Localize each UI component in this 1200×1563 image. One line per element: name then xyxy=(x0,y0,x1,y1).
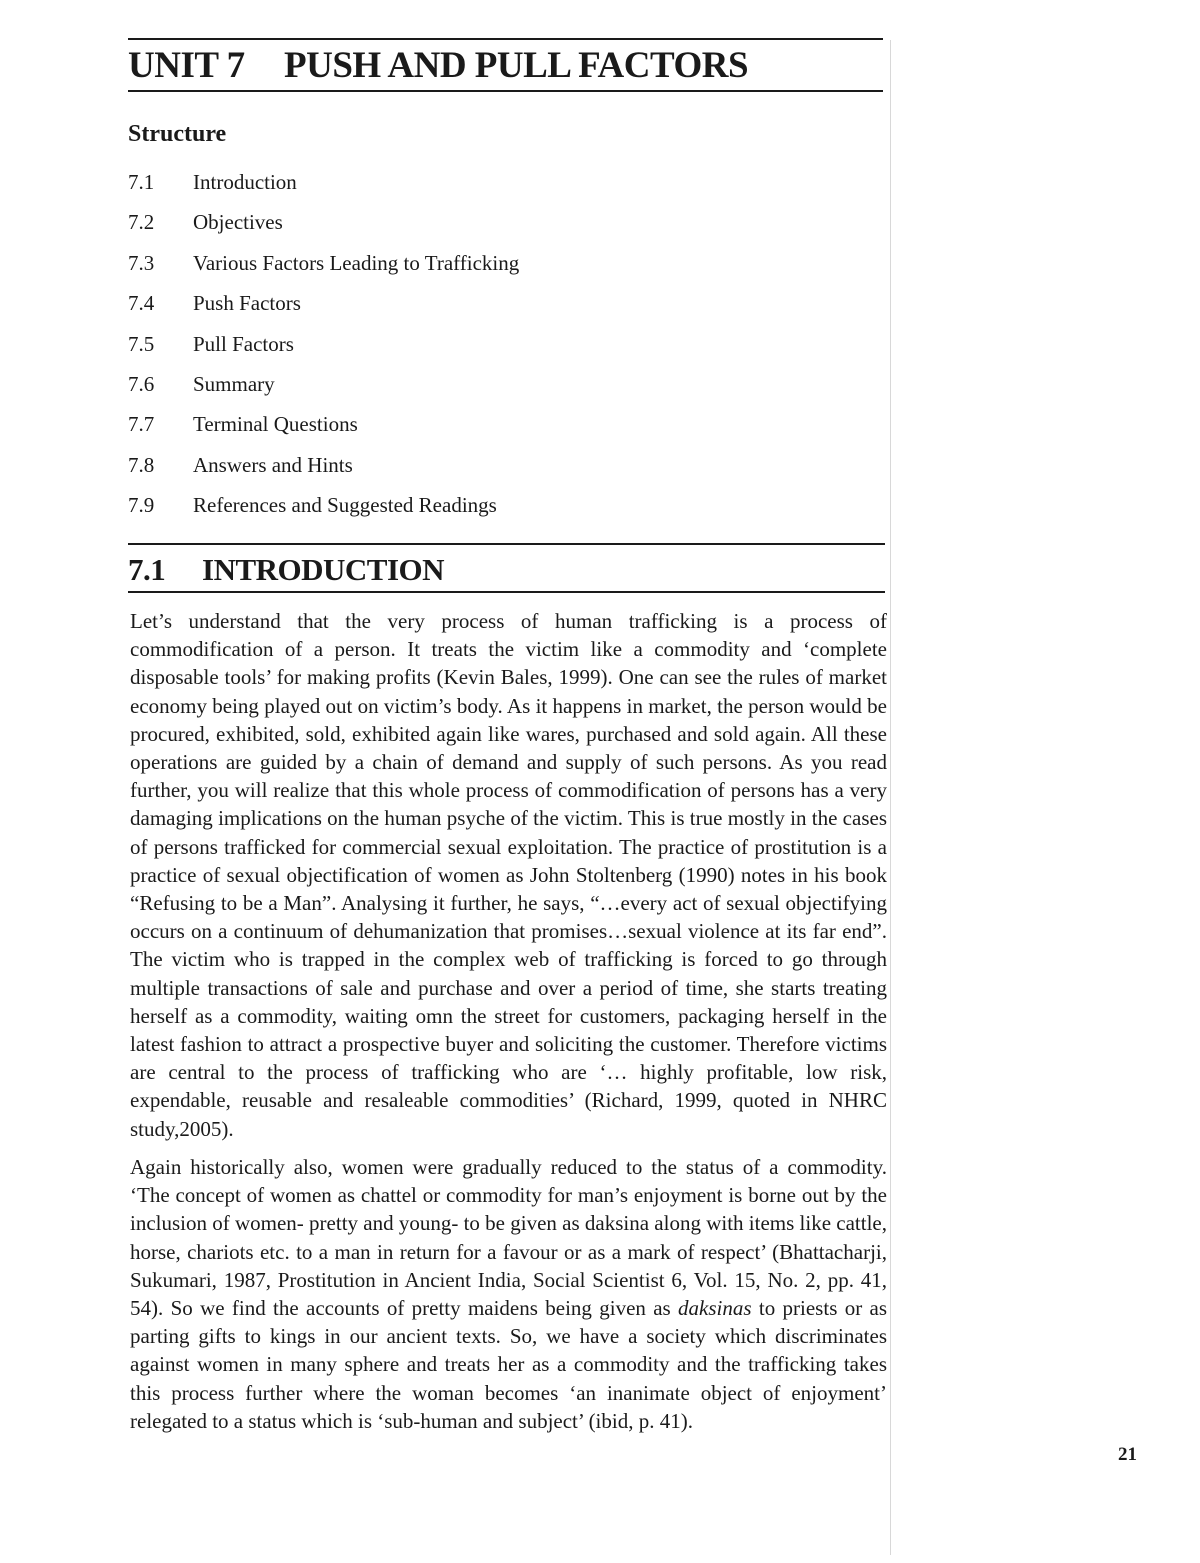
page-number: 21 xyxy=(1118,1444,1137,1465)
structure-item xyxy=(128,248,519,288)
intro-paragraph-1: Let’s understand that the very process of human trafficking is a process of commodification of a person. It treats the victim like a commodity and ‘complete disposable tools’ for making profits (Kevin Bales, 1999). One can see the rules of market economy being played out on victim’s body. As it happens in market, the person would be procured, exhibited, sold, exhibited again like wares, purchased and sold again. All these operations are guided by a chain of demand and supply of such persons. As you read further, you will realize that this whole process of commodification of persons has a very damaging implications on the human psyche of the victim. This is true mostly in the cases of persons trafficked for commercial sexual exploitation. The practice of prostitution is a practice of sexual objectification of women as John Stoltenberg (1990) notes in his book “Refusing to be a Man”. Analysing it further, he says, “…every act of sexual objectifying occurs on a continuum of dehumanization that promises…sexual violence at its far end”. The victim who is trapped in the complex web of trafficking is forced to go through multiple transactions of sale and purchase and over a period of time, she starts treating herself as a commodity, waiting omn the street for customers, packaging herself in the latest fashion to attract a prospective buyer and soliciting the customer. Therefore victims are central to the process of trafficking who are ‘… highly profitable, low risk, expendable, reusable and resaleable commodities’ (Richard, 1999, quoted in NHRC study,2005). xyxy=(130,609,887,1141)
structure-item xyxy=(128,490,519,530)
intro-paragraph-2 xyxy=(130,1153,887,1435)
daksinas-term: daksinas xyxy=(678,1296,752,1321)
structure-item-label: Introduction xyxy=(193,170,297,194)
paragraph-2-text-continued: to priests or as parting gifts to kings in our ancient texts. So, we have a society which discriminates against women in many sphere and treats her as a commodity and the trafficking takes this process further where the woman becomes ‘an inanimate object of enjoyment’ relegated to a status which is ‘sub-human and subject’ (ibid, p. 41). xyxy=(130,1296,887,1433)
structure-item-number: 7.8 xyxy=(128,452,155,477)
structure-item-number: 7.7 xyxy=(128,412,155,437)
section-header xyxy=(128,543,885,593)
unit-number: UNIT 7 xyxy=(128,45,245,86)
structure-item-label: Answers and Hints xyxy=(193,452,353,477)
structure-item-label: Summary xyxy=(193,371,275,396)
structure-list xyxy=(128,167,519,531)
unit-title-text: PUSH AND PULL FACTORS xyxy=(284,45,749,86)
structure-item-number: 7.4 xyxy=(128,291,155,316)
structure-item xyxy=(128,329,519,369)
structure-item xyxy=(128,450,519,490)
unit-header xyxy=(128,38,883,92)
structure-item-number: 7.9 xyxy=(128,493,155,518)
structure-item xyxy=(128,369,519,409)
structure-item-label: Various Factors Leading to Trafficking xyxy=(193,250,520,275)
section-title-text: INTRODUCTION xyxy=(202,552,445,587)
structure-item xyxy=(128,409,519,449)
paragraph-2-text: Again historically also, women were gradually reduced to the status of a commodity. ‘The concept of women as chattel or commodity for man’s enjoyment is borne out by the inclusion of women- pretty and young- to be given as daksina along with items like cattle, horse, chariots etc. to a man in return for a favour or as a mark of respect’ (Bhattacharji, Sukumari, 1987, Prostitution in Ancient India, Social Scientist 6, Vol. 15, No. 2, pp. 41, 54). So we find the accounts of pretty maidens being given as xyxy=(130,1155,887,1321)
structure-item-number: 7.3 xyxy=(128,250,155,275)
structure-item-label: Terminal Questions xyxy=(193,412,358,437)
structure-item-number: 7.5 xyxy=(128,331,155,356)
unit-title xyxy=(128,44,748,88)
structure-item-label: Pull Factors xyxy=(193,331,294,356)
structure-item-number: 7.6 xyxy=(128,371,155,396)
structure-item-label: Objectives xyxy=(193,210,283,235)
structure-item-label: References and Suggested Readings xyxy=(193,493,497,518)
page-margin-rule xyxy=(890,40,891,1555)
section-title xyxy=(128,551,444,589)
structure-item xyxy=(128,167,519,207)
structure-item-label: Push Factors xyxy=(193,291,301,316)
structure-item-number: 7.1 xyxy=(128,170,155,194)
structure-item-number: 7.2 xyxy=(128,210,155,235)
structure-item xyxy=(128,207,519,247)
structure-item xyxy=(128,288,519,328)
structure-heading: Structure xyxy=(128,121,227,147)
section-number: 7.1 xyxy=(128,552,166,587)
